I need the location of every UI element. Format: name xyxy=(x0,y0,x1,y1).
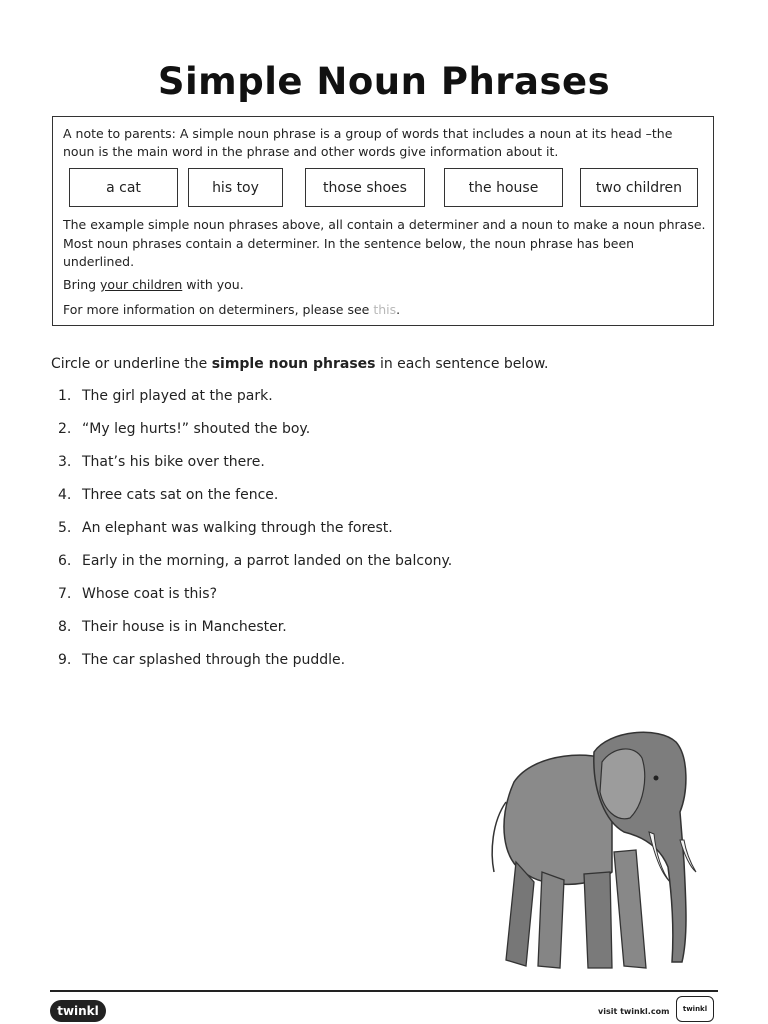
question-sentence[interactable]: That’s his bike over there. xyxy=(82,454,265,470)
question-number: 4. xyxy=(58,487,72,503)
instruction-end: in each sentence below. xyxy=(379,356,549,372)
determiner-info-text: For more information on determiners, please see xyxy=(63,302,370,317)
question-item xyxy=(58,454,558,476)
determiner-info-link[interactable]: this xyxy=(373,302,397,317)
question-number: 8. xyxy=(58,619,72,635)
question-item xyxy=(58,520,558,542)
example-sentence-start: Bring xyxy=(63,277,97,292)
elephant-illustration xyxy=(484,722,700,974)
example-phrase-box: his toy xyxy=(188,168,283,207)
example-phrase-box: the house xyxy=(444,168,563,207)
question-item xyxy=(58,553,558,575)
page-title: Simple Noun Phrases xyxy=(157,60,611,103)
example-phrase-box: a cat xyxy=(69,168,178,207)
question-sentence[interactable]: Early in the morning, a parrot landed on the balcony. xyxy=(82,553,453,569)
twinkl-badge-icon: twinkl xyxy=(676,996,714,1022)
question-item xyxy=(58,421,558,443)
question-number: 3. xyxy=(58,454,72,470)
example-phrases xyxy=(69,168,709,208)
parent-note-box xyxy=(52,116,714,326)
question-number: 9. xyxy=(58,652,72,668)
question-number: 1. xyxy=(58,388,72,404)
question-number: 6. xyxy=(58,553,72,569)
question-sentence[interactable]: The girl played at the park. xyxy=(82,388,273,404)
instruction-text xyxy=(51,356,548,372)
question-sentence[interactable]: Whose coat is this? xyxy=(82,586,218,602)
note-explanation: The example simple noun phrases above, all contain a determiner and a noun to make a noun phrase. Most noun phrases contain a determiner. In the sentence below, the noun phrase has been underlined. xyxy=(63,217,706,269)
example-sentence xyxy=(63,277,244,292)
question-item xyxy=(58,619,558,641)
determiner-info xyxy=(63,302,400,317)
example-sentence-end: with you. xyxy=(186,277,244,292)
footer-divider xyxy=(50,990,718,992)
question-number: 5. xyxy=(58,520,72,536)
question-item xyxy=(58,388,558,410)
instruction-start: Circle or underline the xyxy=(51,356,208,372)
underlined-noun-phrase: your children xyxy=(100,277,183,292)
example-phrase-box: two children xyxy=(580,168,698,207)
question-number: 7. xyxy=(58,586,72,602)
question-sentence[interactable]: “My leg hurts!” shouted the boy. xyxy=(82,421,311,437)
question-number: 2. xyxy=(58,421,72,437)
example-phrase-box: those shoes xyxy=(305,168,425,207)
question-sentence[interactable]: An elephant was walking through the forest. xyxy=(82,520,393,536)
question-item xyxy=(58,487,558,509)
question-item xyxy=(58,586,558,608)
instruction-bold: simple noun phrases xyxy=(211,356,376,372)
determiner-info-end: . xyxy=(396,302,401,317)
question-item xyxy=(58,652,558,674)
twinkl-logo: twinkl xyxy=(50,1000,106,1022)
question-sentence[interactable]: Their house is in Manchester. xyxy=(82,619,287,635)
note-intro: A note to parents: A simple noun phrase is a group of words that includes a noun at its head –the noun is the main word in the phrase and other words give information about it. xyxy=(63,126,673,159)
footer-visit-text[interactable]: visit twinkl.com xyxy=(598,1007,670,1016)
question-sentence[interactable]: The car splashed through the puddle. xyxy=(82,652,346,668)
question-sentence[interactable]: Three cats sat on the fence. xyxy=(82,487,279,503)
